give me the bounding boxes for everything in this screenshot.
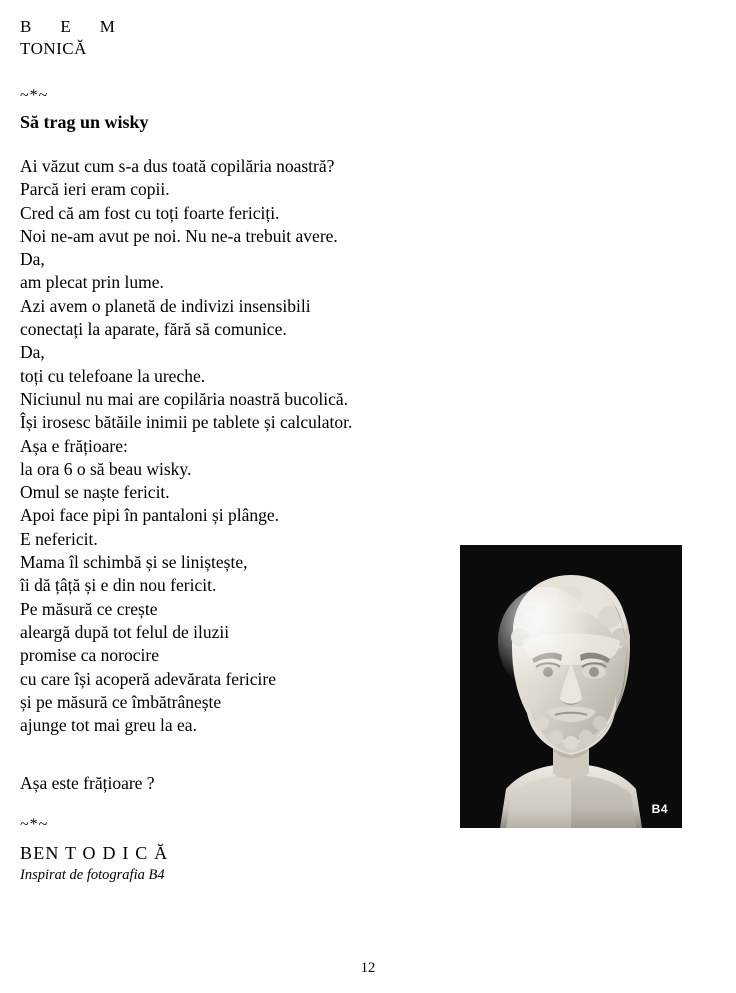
header-line-2: TONICĂ <box>20 39 87 58</box>
poem-line: Apoi face pipi în pantaloni și plânge. <box>20 505 280 526</box>
poem-line: aleargă după tot felul de iluzii <box>20 621 230 642</box>
poem-line: toți cu telefoane la ureche. <box>20 365 206 386</box>
poem-line: Pe măsură ce crește <box>20 598 158 619</box>
poem-line: Omul se naște fericit. <box>20 482 170 503</box>
poem-title: Să trag un wisky <box>20 112 149 132</box>
poem-line: Noi ne-am avut pe noi. Nu ne-a trebuit avere. <box>20 225 338 246</box>
poem-line: Ai văzut cum s-a dus toată copilăria noastră? <box>20 156 335 176</box>
poem-line: Cred că am fost cu toți foarte fericiți. <box>20 202 280 223</box>
photo-label: B4 <box>651 802 668 816</box>
author-signature: BEN T O D I C Ă <box>20 843 169 863</box>
poem-line: Parcă ieri eram copii. <box>20 179 170 200</box>
poem-body <box>20 155 450 737</box>
poem-line: promise ca norocire <box>20 645 159 666</box>
poem-line: Da, <box>20 249 45 270</box>
page-number: 12 <box>360 960 376 976</box>
poem-line: am plecat prin lume. <box>20 272 164 293</box>
poem-closing-question: Așa este frățioare ? <box>20 773 155 793</box>
poem-line: la ora 6 o să beau wisky. <box>20 458 192 479</box>
poem-line: Își irosesc bătăile inimii pe tablete și calculator. <box>20 412 353 433</box>
poem-line: conectați la aparate, fără să comunice. <box>20 319 287 340</box>
poem-line: îi dă țâță și e din nou fericit. <box>20 575 217 596</box>
poem-line: și pe măsură ce îmbătrânește <box>20 691 222 712</box>
photo-credit: Inspirat de fotografia B4 <box>20 867 165 883</box>
poem-line: E nefericit. <box>20 528 98 549</box>
poem-line: Niciunul nu mai are copilăria noastră bucolică. <box>20 388 348 409</box>
bust-sculpture-photo <box>460 545 682 828</box>
header-line-1: B E M <box>20 17 116 36</box>
poem-line: Așa e frățioare: <box>20 435 128 456</box>
ornament-divider-bottom: ~*~ <box>20 816 49 833</box>
poem-line: cu care își acoperă adevărata fericire <box>20 668 276 689</box>
ornament-divider-top: ~*~ <box>20 87 49 104</box>
poem-line: Mama îl schimbă și se liniștește, <box>20 552 248 573</box>
poem-line: Azi avem o planetă de indivizi insensibili <box>20 295 311 316</box>
page-header <box>20 16 440 60</box>
poem-line: ajunge tot mai greu la ea. <box>20 715 197 736</box>
poem-line: Da, <box>20 342 45 363</box>
